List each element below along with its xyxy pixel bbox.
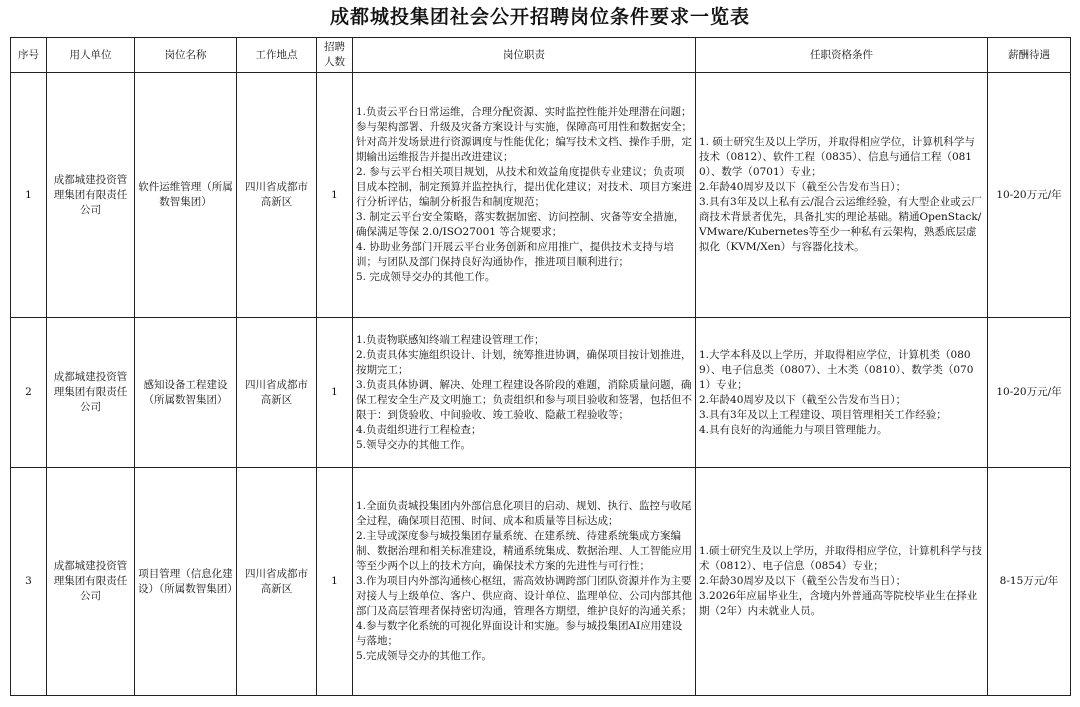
row-location: 四川省成都市高新区 (237, 318, 317, 468)
requirement-item: 3.具有3年及以上工程建设、项目管理相关工作经验； (699, 408, 947, 421)
row-location: 四川省成都市高新区 (237, 73, 317, 318)
duty-item: 3.负责具体协调、解决、处理工程建设各阶段的难题，消除质量问题，确保工程安全生产及文明施工；负责组织和参与项目验收和签署，包括但不限于：到货验收、中间验收、竣工验收、隐蔽工程验收等； (356, 378, 692, 421)
row-salary: 10-20万元/年 (988, 318, 1071, 468)
row-requirements (696, 468, 988, 696)
row-count: 1 (317, 318, 353, 468)
requirement-item: 4.具有良好的沟通能力与项目管理能力。 (699, 423, 888, 436)
header-cell-duties: 岗位职责 (353, 38, 696, 73)
duty-item: 3. 制定云平台安全策略，落实数据加密、访问控制、灾备等安全措施，确保满足等保 2.0/ISO27001 等合规要求； (356, 211, 685, 238)
row-position: 软件运维管理（所属数智集团） (135, 73, 237, 318)
header-cell-unit: 用人单位 (47, 38, 135, 73)
row-no: 2 (11, 318, 47, 468)
header-cell-position: 岗位名称 (135, 38, 237, 73)
requirement-item: 2.年龄40周岁及以下（截至公告发布当日）； (699, 393, 907, 406)
header-cell-location: 工作地点 (237, 38, 317, 73)
header-cell-requirements: 任职资格条件 (696, 38, 988, 73)
row-requirements (696, 73, 988, 318)
requirement-item: 2.年龄30周岁及以下（截至公告发布当日）； (699, 575, 907, 587)
header-cell-count: 招聘人数 (317, 38, 353, 73)
duty-item: 5.完成领导交办的其他工作。 (356, 650, 493, 662)
duty-item: 5.领导交办的其他工作。 (356, 438, 472, 451)
row-no: 3 (11, 468, 47, 696)
duty-item: 2.负责具体实施组织设计、计划，统筹推进协调，确保项目按计划推进，按期完工； (356, 348, 692, 376)
page-title: 成都城投集团社会公开招聘岗位条件要求一览表 (329, 6, 750, 28)
duty-item: 1.负责云平台日常运维，合理分配资源、实时监控性能并处理潜在问题；参与架构部署、升级及灾备方案设计与实施，保障高可用性和数据安全；针对高并发场景进行资源调度与性能优化；编写技术文档、操作手册，定期输出运维报告并提出改进建议； (356, 106, 692, 163)
header-row (11, 38, 1071, 73)
row-position: 感知设备工程建设（所属数智集团） (135, 318, 237, 468)
row-duties (353, 73, 696, 318)
row-count: 1 (317, 73, 353, 318)
duty-item: 2.主导或深度参与城投集团存量系统、在建系统、待建系统集成方案编制、数据治理和相关标准建设，精通系统集成、数据治理、人工智能应用等至少两个以上的技术方向，确保技术方案的先进性与可行性； (356, 530, 692, 572)
duty-item: 5. 完成领导交办的其他工作。 (356, 271, 496, 283)
duty-item: 4.负责组织进行工程检查； (356, 423, 482, 436)
requirement-item: 1.硕士研究生及以上学历，并取得相应学位，计算机科学与技术（0812）、电子信息（0854）专业； (699, 545, 983, 572)
table-row (11, 73, 1071, 318)
duty-item: 4.参与数字化系统的可视化界面设计和实施。参与城投集团AI应用建设与落地； (356, 620, 683, 647)
row-duties (353, 318, 696, 468)
row-unit: 成都城建投资管理集团有限责任公司 (47, 468, 135, 696)
row-count: 1 (317, 468, 353, 696)
recruitment-table (10, 37, 1071, 696)
requirement-item: 3.2026年应届毕业生，含境内外普通高等院校毕业生在择业期（2年）内未就业人员。 (699, 590, 978, 617)
requirement-item: 1.大学本科及以上学历，并取得相应学位，计算机类（0809）、电子信息类（0807）、土木类（0810）、数学类（0701）专业； (699, 348, 974, 391)
requirement-item: 1. 硕士研究生及以上学历，并取得相应学位，计算机科学与技术（0812）、软件工程（0835）、信息与通信工程（0810）、数学（0701）专业； (699, 136, 975, 178)
duty-item: 1.负责物联感知终端工程建设管理工作； (356, 333, 545, 346)
row-no: 1 (11, 73, 47, 318)
duty-item: 4. 协助业务部门开展云平台业务创新和应用推广，提供技术支持与培训；与团队及部门保持良好沟通协作，推进项目顺利进行； (356, 241, 674, 268)
row-duties (353, 468, 696, 696)
row-unit: 成都城建投资管理集团有限责任公司 (47, 318, 135, 468)
header-cell-salary: 薪酬待遇 (988, 38, 1071, 73)
row-salary: 10-20万元/年 (988, 73, 1071, 318)
duty-item: 2. 参与云平台相关项目规划，从技术和效益角度提供专业建议；负责项目成本控制，制定预算并监控执行，提出优化建议；对技术、项目方案进行分析评估，编制分析报告和制度规范； (356, 166, 692, 208)
row-position: 项目管理（信息化建设）（所属数智集团） (135, 468, 237, 696)
header-cell-no: 序号 (11, 38, 47, 73)
table-row (11, 318, 1071, 468)
duty-item: 1.全面负责城投集团内外部信息化项目的启动、规划、执行、监控与收尾全过程，确保项目范围、时间、成本和质量等目标达成； (356, 500, 692, 527)
row-salary: 8-15万元/年 (988, 468, 1071, 696)
table-row (11, 468, 1071, 696)
requirement-item: 3.具有3年及以上私有云/混合云运维经验，有大型企业或云厂商技术背景者优先，具备扎实的理论基础。精通OpenStack/VMware/Kubernetes等至少一种私有云架构，熟悉底层虚拟化（KVM/Xen）与容器化技术。 (699, 196, 982, 253)
duty-item: 3.作为项目内外部沟通核心枢纽，需高效协调跨部门团队资源并作为主要对接人与上级单位、客户、供应商、设计单位、监理单位、公司内部其他部门及高层管理者保持密切沟通，管理各方期望，维护良好的沟通关系； (356, 575, 692, 617)
row-requirements (696, 318, 988, 468)
row-unit: 成都城建投资管理集团有限责任公司 (47, 73, 135, 318)
requirement-item: 2.年龄40周岁及以下（截至公告发布当日）； (699, 181, 907, 193)
row-location: 四川省成都市高新区 (237, 468, 317, 696)
